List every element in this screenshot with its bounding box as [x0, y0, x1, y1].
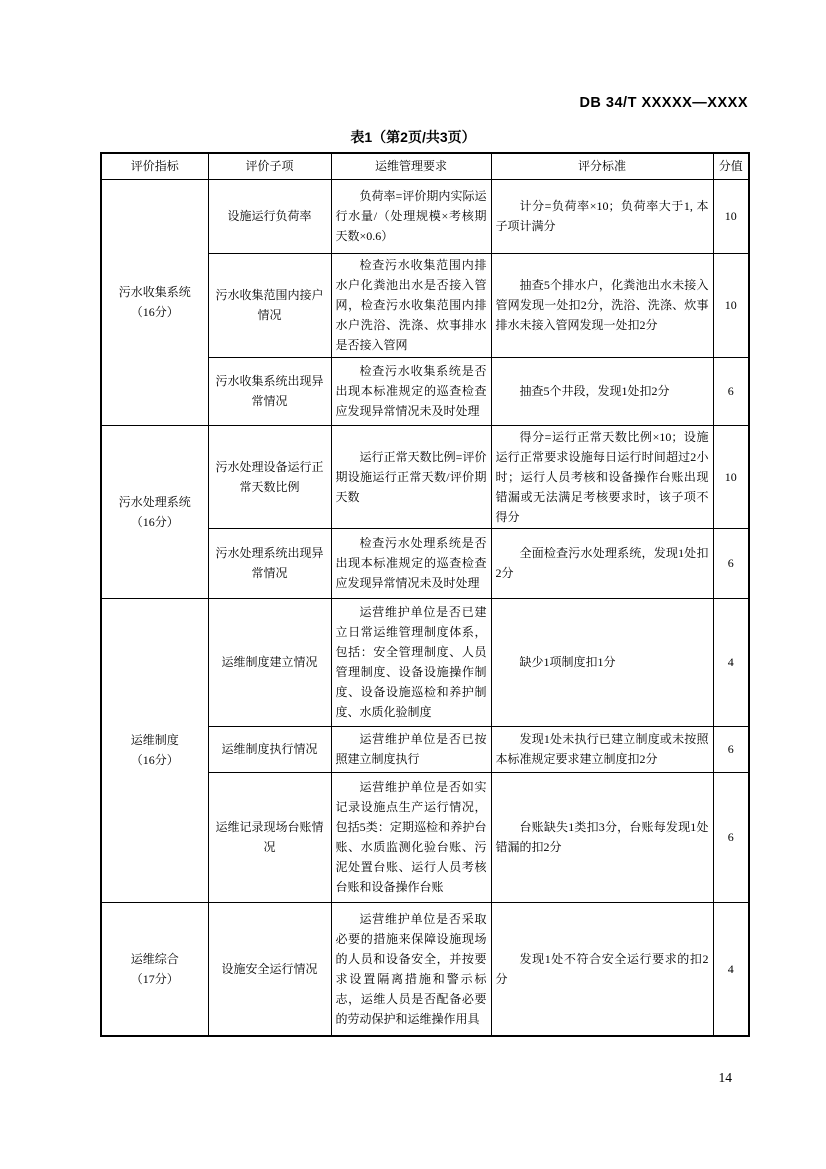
requirement-cell: 运营维护单位是否已建立日常运维管理制度体系，包括：安全管理制度、人员管理制度、设备设施操作制度、设备设施巡检和养护制度、水质化验制度 [331, 598, 491, 726]
table-title: 表1（第2页/共3页） [350, 129, 476, 145]
requirement-cell: 负荷率=评价期内实际运行水量/（处理规模×考核期天数×0.6） [331, 179, 491, 253]
col-header-subitem: 评价子项 [208, 153, 331, 179]
criteria-cell: 发现1处不符合安全运行要求的扣2分 [491, 902, 713, 1036]
subitem-cell: 污水处理设备运行正常天数比例 [208, 425, 331, 528]
requirement-cell: 运营维护单位是否采取必要的措施来保障设施现场的人员和设备安全，并按要求设置隔离措施和警示标志，运维人员是否配备必要的劳动保护和运维操作用具 [331, 902, 491, 1036]
indicator-name: 污水处理系统 [118, 494, 191, 509]
score-cell: 10 [713, 179, 749, 253]
indicator-cell-om-comprehensive [101, 902, 208, 1036]
requirement-cell: 运营维护单位是否如实记录设施点生产运行情况，包括5类：定期巡检和养护台账、水质监测化验台账、污泥处置台账、运行人员考核台账和设备操作台账 [331, 772, 491, 902]
criteria-cell: 计分=负荷率×10；负荷率大于1, 本子项计满分 [491, 179, 713, 253]
indicator-points: （17分） [130, 971, 179, 986]
standard-doc-number: DB 34/T XXXXX—XXXX [579, 95, 748, 111]
col-header-requirement: 运维管理要求 [331, 153, 491, 179]
requirement-cell: 运行正常天数比例=评价期设施运行正常天数/评价期天数 [331, 425, 491, 528]
criteria-cell: 台账缺失1类扣3分，台账每发现1处错漏的扣2分 [491, 772, 713, 902]
criteria-cell: 全面检查污水处理系统，发现1处扣2分 [491, 528, 713, 598]
score-cell: 6 [713, 726, 749, 772]
indicator-name: 污水收集系统 [118, 285, 191, 299]
indicator-name: 运维综合 [130, 951, 179, 966]
col-header-score: 分值 [713, 153, 749, 179]
indicator-points: （16分） [130, 514, 179, 529]
subitem-cell: 污水处理系统出现异常情况 [208, 528, 331, 598]
score-cell: 10 [713, 425, 749, 528]
subitem-cell: 污水收集范围内接户情况 [208, 253, 331, 357]
table-header-row [101, 153, 749, 179]
subitem-cell: 设施运行负荷率 [208, 179, 331, 253]
score-cell: 6 [713, 357, 749, 425]
col-header-criteria: 评分标准 [491, 153, 713, 179]
score-cell: 4 [713, 902, 749, 1036]
indicator-points: （16分） [130, 753, 179, 767]
criteria-cell: 抽查5个井段，发现1处扣2分 [491, 357, 713, 425]
subitem-cell: 运维记录现场台账情况 [208, 772, 331, 902]
requirement-cell: 检查污水收集系统是否出现本标准规定的巡查检查应发现异常情况未及时处理 [331, 357, 491, 425]
criteria-cell: 发现1处未执行已建立制度或未按照本标准规定要求建立制度扣2分 [491, 726, 713, 772]
evaluation-table [100, 152, 750, 1037]
score-cell: 6 [713, 772, 749, 902]
score-cell: 10 [713, 253, 749, 357]
indicator-cell-sewage-collection [101, 179, 208, 425]
table-row [101, 902, 749, 1036]
subitem-cell: 污水收集系统出现异常情况 [208, 357, 331, 425]
indicator-cell-sewage-treatment [101, 425, 208, 598]
page-number: 14 [718, 1070, 732, 1085]
subitem-cell: 运维制度建立情况 [208, 598, 331, 726]
subitem-cell: 设施安全运行情况 [208, 902, 331, 1036]
criteria-cell: 得分=运行正常天数比例×10；设施运行正常要求设施每日运行时间超过2小时；运行人员考核和设备操作台账出现错漏或无法满足考核要求时，该子项不得分 [491, 425, 713, 528]
score-cell: 6 [713, 528, 749, 598]
indicator-name: 运维制度 [130, 733, 179, 747]
table-row [101, 425, 749, 528]
table-row [101, 179, 749, 253]
requirement-cell: 检查污水收集范围内排水户化粪池出水是否接入管网，检查污水收集范围内排水户洗浴、洗涤、炊事排水是否接入管网 [331, 253, 491, 357]
requirement-cell: 检查污水处理系统是否出现本标准规定的巡查检查应发现异常情况未及时处理 [331, 528, 491, 598]
criteria-cell: 缺少1项制度扣1分 [491, 598, 713, 726]
col-header-indicator: 评价指标 [101, 153, 208, 179]
indicator-cell-om-rules [101, 598, 208, 902]
subitem-cell: 运维制度执行情况 [208, 726, 331, 772]
score-cell: 4 [713, 598, 749, 726]
requirement-cell: 运营维护单位是否已按照建立制度执行 [331, 726, 491, 772]
criteria-cell: 抽查5个排水户，化粪池出水未接入管网发现一处扣2分，洗浴、洗涤、炊事排水未接入管网发现一处扣2分 [491, 253, 713, 357]
indicator-points: （16分） [130, 305, 179, 319]
table-row [101, 598, 749, 726]
